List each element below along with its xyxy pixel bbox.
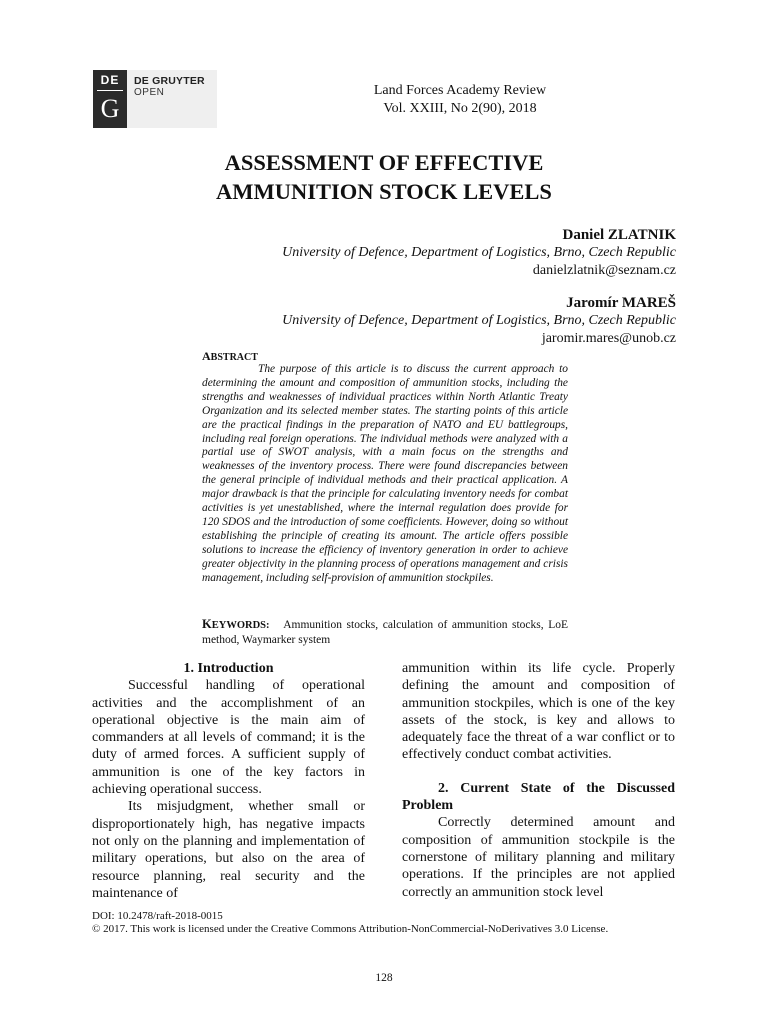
author-email: danielzlatnik@seznam.cz	[532, 263, 676, 278]
publisher-name: DE GRUYTER	[134, 75, 205, 87]
abstract-heading	[202, 349, 258, 364]
abstract-text: The purpose of this article is to discuss the current approach to determining the amount and composition of ammunition stocks, including the strengths and weaknesses of individual practices within North Atlantic Treaty Organization and its selected member states. The starting points of this article are the practical findings in the preparation of NATO and EU battlegroups, including real foreign operations. The individual methods were analyzed with a partial use of SWOT analysis, with a main focus on the strengths and weaknesses of the inventory process. There were found discrepancies between the general principle of individual methods and their practical application. A major drawback is that the principle for calculating inventory needs for combat activities is yet unestablished, where the internal regulation does provide for 120 SDOS and the introduction of some coefficients. However, doing so without establishing the principle of creating its amount. The article offers possible solutions to increase the efficiency of inventory generation in order to achieve greater objectivity in the planning process of operations management and crisis management, including self-provision of ammunition stockpiles.	[202, 363, 568, 584]
logo-g-letter: G	[100, 94, 120, 123]
publisher-sub: OPEN	[134, 87, 165, 98]
abstract-heading-initial: A	[202, 349, 211, 363]
section2-paragraph-1: Correctly determined amount and composition of ammunition stockpile is the cornerstone of military planning and military operations. If the principles are not applied correctly an ammunition stock level	[402, 815, 675, 900]
logo-mark	[93, 70, 127, 128]
footer	[92, 910, 608, 936]
journal-header	[330, 82, 590, 118]
keywords-label-rest: EYWORDS:	[211, 620, 270, 631]
logo-de-text: DE	[100, 73, 120, 87]
section-heading-introduction: 1. Introduction	[183, 661, 274, 676]
doi: DOI: 10.2478/raft-2018-0015	[92, 910, 223, 922]
intro-paragraph-2: Its misjudgment, whether small or disproportionately high, has negative impacts not only on the planning and implementation of military operations, but also on the area of resource planning, real security and the maintenance of	[92, 799, 365, 901]
keywords-text: Ammunition stocks, calculation of ammunition stocks, LoE method, Waymarker system	[202, 619, 568, 646]
title-line-1: ASSESSMENT OF EFFECTIVE	[224, 150, 544, 175]
journal-volume: Vol. XXIII, No 2(90), 2018	[383, 101, 537, 116]
publisher-logo	[93, 70, 217, 128]
intro-paragraph-1: Successful handling of operational activities and the accomplishment of an operational objective is the main aim of commanders at all levels of command; it is the duty of armed forces. A sufficient supply of ammunition is one of the key factors in achieving operational success.	[92, 678, 365, 798]
page-number: 128	[375, 972, 393, 984]
author-block	[282, 294, 676, 348]
keywords-label	[202, 617, 270, 631]
journal-name: Land Forces Academy Review	[373, 83, 547, 98]
logo-divider	[97, 90, 123, 91]
title-line-2: AMMUNITION STOCK LEVELS	[216, 179, 552, 204]
section-heading-current-state: 2. Current State of the Discussed Problem	[402, 780, 675, 814]
author-block	[282, 226, 676, 280]
author-name: Daniel ZLATNIK	[562, 227, 676, 243]
author-affiliation: University of Defence, Department of Logistics, Brno, Czech Republic	[282, 313, 676, 328]
keywords	[202, 617, 568, 647]
author-affiliation: University of Defence, Department of Logistics, Brno, Czech Republic	[282, 245, 676, 260]
abstract-heading-rest: BSTRACT	[210, 352, 258, 363]
author-name: Jaromír MAREŠ	[566, 295, 676, 311]
author-email: jaromir.mares@unob.cz	[541, 331, 676, 346]
license-text: © 2017. This work is licensed under the Creative Commons Attribution-NonCommercial-NoDerivatives 3.0 License.	[92, 923, 609, 935]
right-column	[402, 660, 675, 901]
paper-title	[100, 148, 668, 206]
right-paragraph-1: ammunition within its life cycle. Properly defining the amount and composition of ammunition stockpiles, which is one of the key assets of the stock, is key and allows to adequately face the threat of a war conflict or to effectively conduct combat activities.	[402, 661, 675, 763]
left-column	[92, 660, 365, 902]
keywords-label-initial: K	[202, 617, 212, 631]
